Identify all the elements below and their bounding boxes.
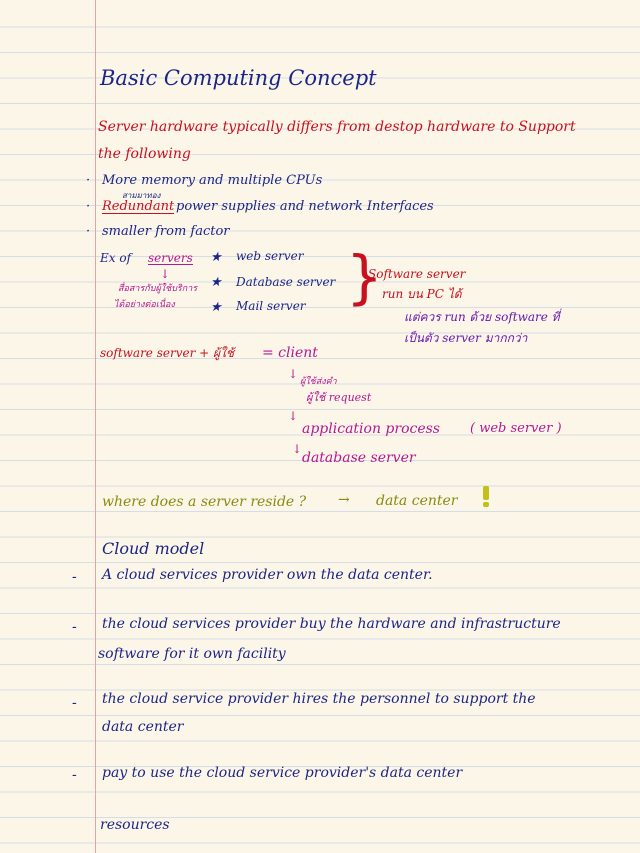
- servers-thai-note-2: ได้อย่างต่อเนื่อง: [114, 300, 175, 310]
- servers-thai-note-1: สื่อสารกับผู้ใช้บริการ: [118, 284, 198, 294]
- cloud-item-2-line-1: the cloud services provider buy the hardware and infrastructure: [102, 616, 561, 632]
- bullet-3: smaller from factor: [102, 224, 230, 239]
- redundant-annotation: สามมาทอง: [122, 191, 161, 200]
- cloud-item-1-line-1: A cloud services provider own the data center.: [102, 567, 433, 583]
- intro-line-1: Server hardware typically differs from destop hardware to Support: [98, 119, 576, 135]
- exclamation-icon: [482, 486, 490, 506]
- dash-marker: -: [72, 695, 77, 711]
- servers-arrow: ↓: [160, 267, 171, 281]
- cloud-heading: Cloud model: [102, 539, 205, 558]
- brace-icon: }: [346, 243, 383, 311]
- dash-marker: -: [72, 767, 77, 783]
- star-icon: ★: [210, 300, 222, 315]
- flow-arrow: ↓: [288, 367, 299, 381]
- redundant-keyword: Redundant: [102, 199, 175, 214]
- intro-line-2: the following: [98, 146, 191, 162]
- arrow-icon: →: [338, 492, 350, 508]
- flow-step3: database server: [302, 450, 416, 466]
- star-icon: ★: [210, 250, 222, 265]
- server-item-mail: Mail server: [236, 299, 306, 313]
- page-title: Basic Computing Concept: [100, 66, 377, 90]
- server-item-database: Database server: [236, 275, 336, 289]
- dash-marker: -: [72, 619, 77, 635]
- software-note-4: เป็นตัว server มากกว่า: [404, 331, 528, 345]
- servers-prefix: Ex of: [100, 251, 132, 265]
- software-note-3: แต่ควร run ด้วย software ที่: [404, 310, 560, 324]
- bullet-2: power supplies and network Interfaces: [176, 199, 434, 214]
- margin-line: [95, 0, 96, 853]
- star-icon: ★: [210, 275, 222, 290]
- bullet-dot: ·: [86, 224, 91, 239]
- flow-arrow: ↓: [292, 442, 303, 456]
- bullet-1: More memory and multiple CPUs: [102, 173, 323, 188]
- software-note-2: run บน PC ได้: [382, 287, 462, 301]
- bullet-dot: ·: [86, 199, 91, 214]
- cloud-item-2-line-2: software for it own facility: [98, 646, 286, 662]
- cloud-item-3-line-1: the cloud service provider hires the personnel to support the: [102, 691, 536, 707]
- question-text: where does a server reside ?: [102, 494, 307, 510]
- dash-marker: -: [72, 569, 77, 585]
- equation-left: software server + ผู้ใช้: [100, 346, 235, 360]
- question-answer: data center: [376, 493, 458, 509]
- flow-arrow: ↓: [288, 409, 299, 423]
- flow-step2-note: ( web server ): [470, 421, 562, 436]
- server-item-web: web server: [236, 249, 304, 263]
- equation-right: = client: [262, 345, 318, 361]
- cloud-item-4-line-1: pay to use the cloud service provider's data center: [102, 765, 463, 781]
- flow-step1-line2: ผู้ใช้ request: [306, 391, 372, 404]
- cloud-item-3-line-2: data center: [102, 719, 184, 735]
- flow-step2: application process: [302, 421, 440, 437]
- flow-step1-line1: ผู้ใช้ส่งคำ: [300, 377, 337, 387]
- software-note-1: Software server: [368, 267, 466, 281]
- bullet-dot: ·: [86, 173, 91, 188]
- cloud-item-4-line-2: resources: [100, 817, 170, 833]
- servers-keyword: servers: [148, 251, 193, 265]
